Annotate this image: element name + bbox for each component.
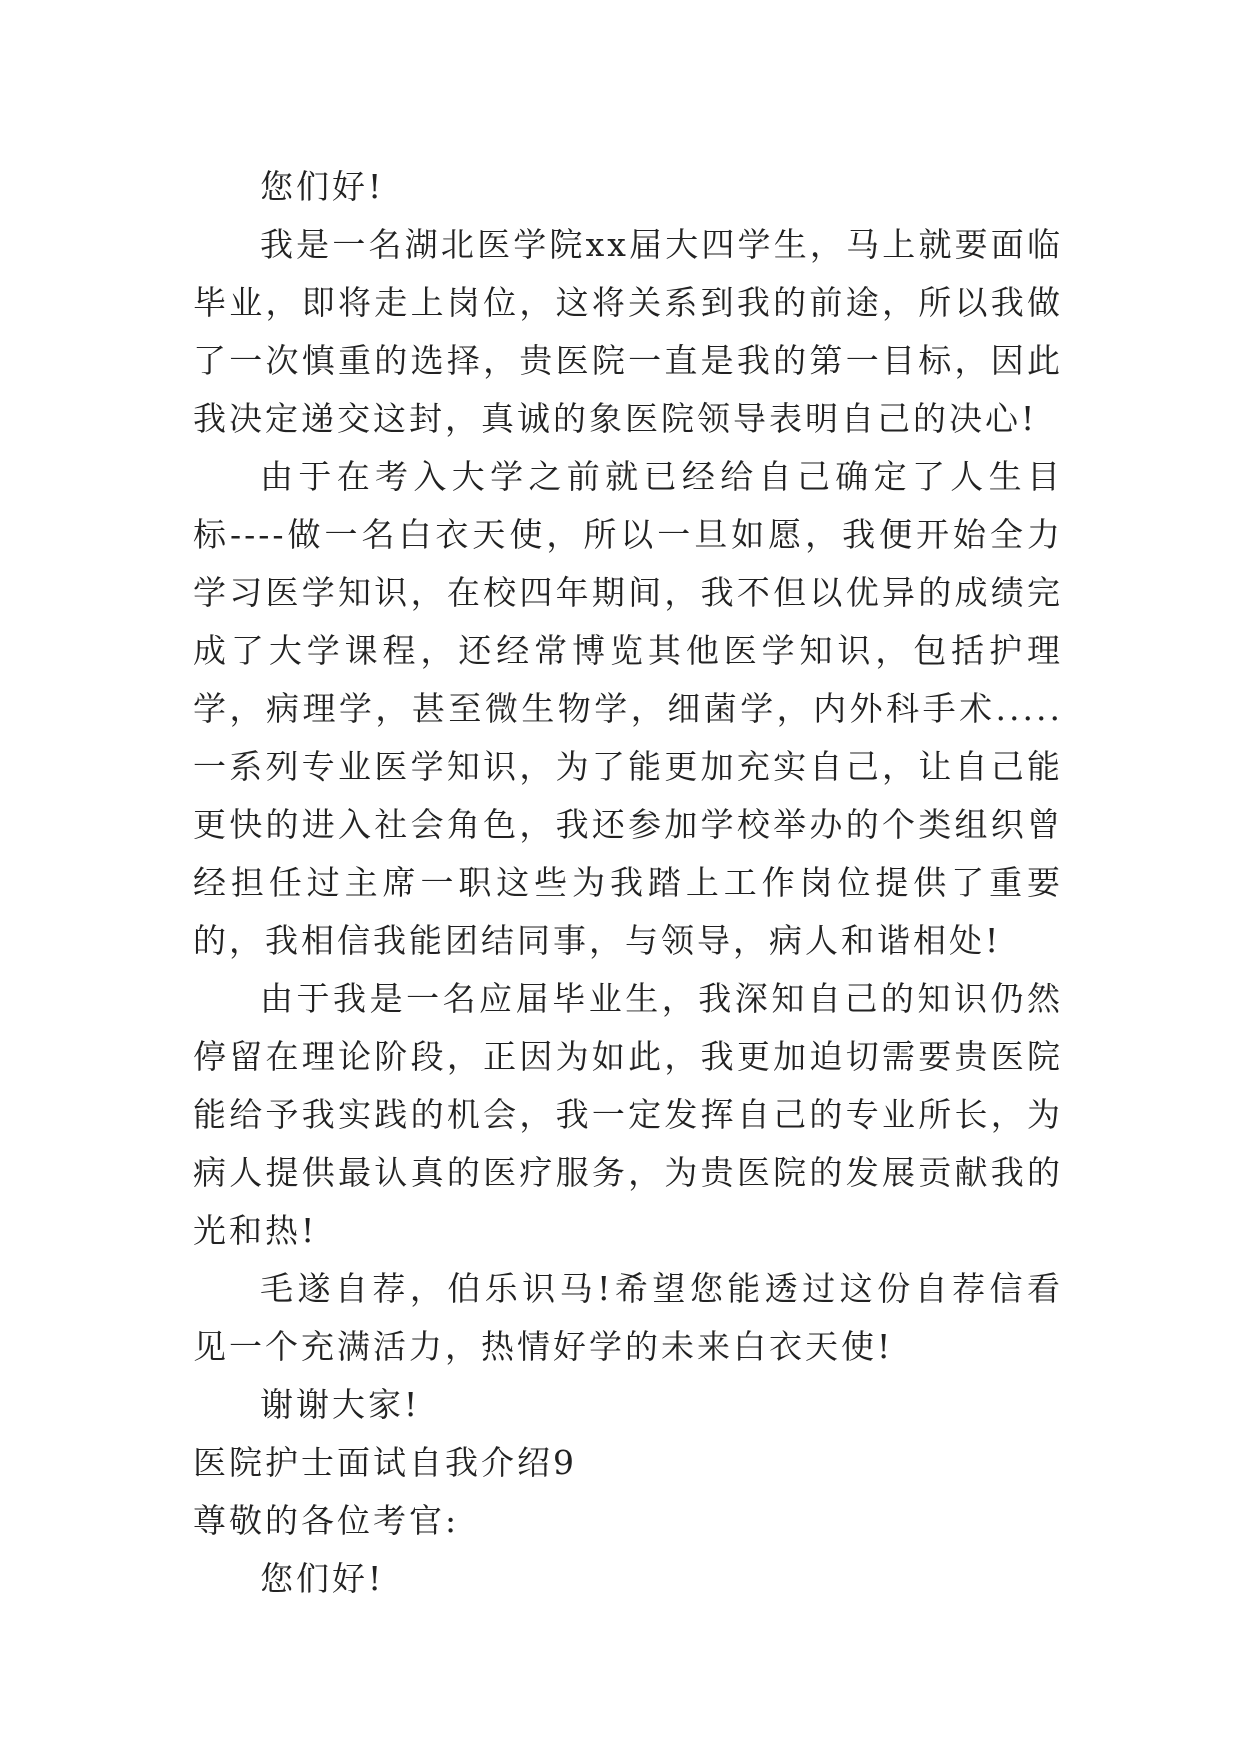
section-heading: 医院护士面试自我介绍9 [193, 1443, 577, 1482]
greeting-paragraph: 您们好! [260, 1559, 385, 1598]
greeting-paragraph: 您们好! [260, 167, 385, 206]
body-paragraph: 由于在考入大学之前就已经给自己确定了人生目标----做一名白衣天使，所以一旦如愿，我便开始全力学习医学知识，在校四年期间，我不但以优异的成绩完成了大学课程，还经常博览其他医学知识，包括护理学，病理学，甚至微生物学，细菌学，内外科手术.....一系列专业医学知识，为了能更加充实自己，让自己能更快的进入社会角色，我还参加学校举办的个类组织曾经担任过主席一职这些为我踏上工作岗位提供了重要的，我相信我能团结同事，与领导，病人和谐相处! [193, 457, 1063, 960]
body-paragraph: 毛遂自荐，伯乐识马!希望您能透过这份自荐信看见一个充满活力，热情好学的未来白衣天使! [193, 1269, 1063, 1366]
document-body [193, 158, 1063, 1608]
closing-paragraph: 谢谢大家! [260, 1385, 421, 1424]
body-paragraph: 由于我是一名应届毕业生，我深知自己的知识仍然停留在理论阶段，正因为如此，我更加迫切需要贵医院能给予我实践的机会，我一定发挥自己的专业所长，为病人提供最认真的医疗服务，为贵医院的发展贡献我的光和热! [193, 979, 1063, 1250]
salutation-line: 尊敬的各位考官: [193, 1501, 460, 1540]
body-paragraph: 我是一名湖北医学院xx届大四学生，马上就要面临毕业，即将走上岗位，这将关系到我的前途，所以我做了一次慎重的选择，贵医院一直是我的第一目标，因此我决定递交这封，真诚的象医院领导表明自己的决心! [193, 225, 1063, 438]
